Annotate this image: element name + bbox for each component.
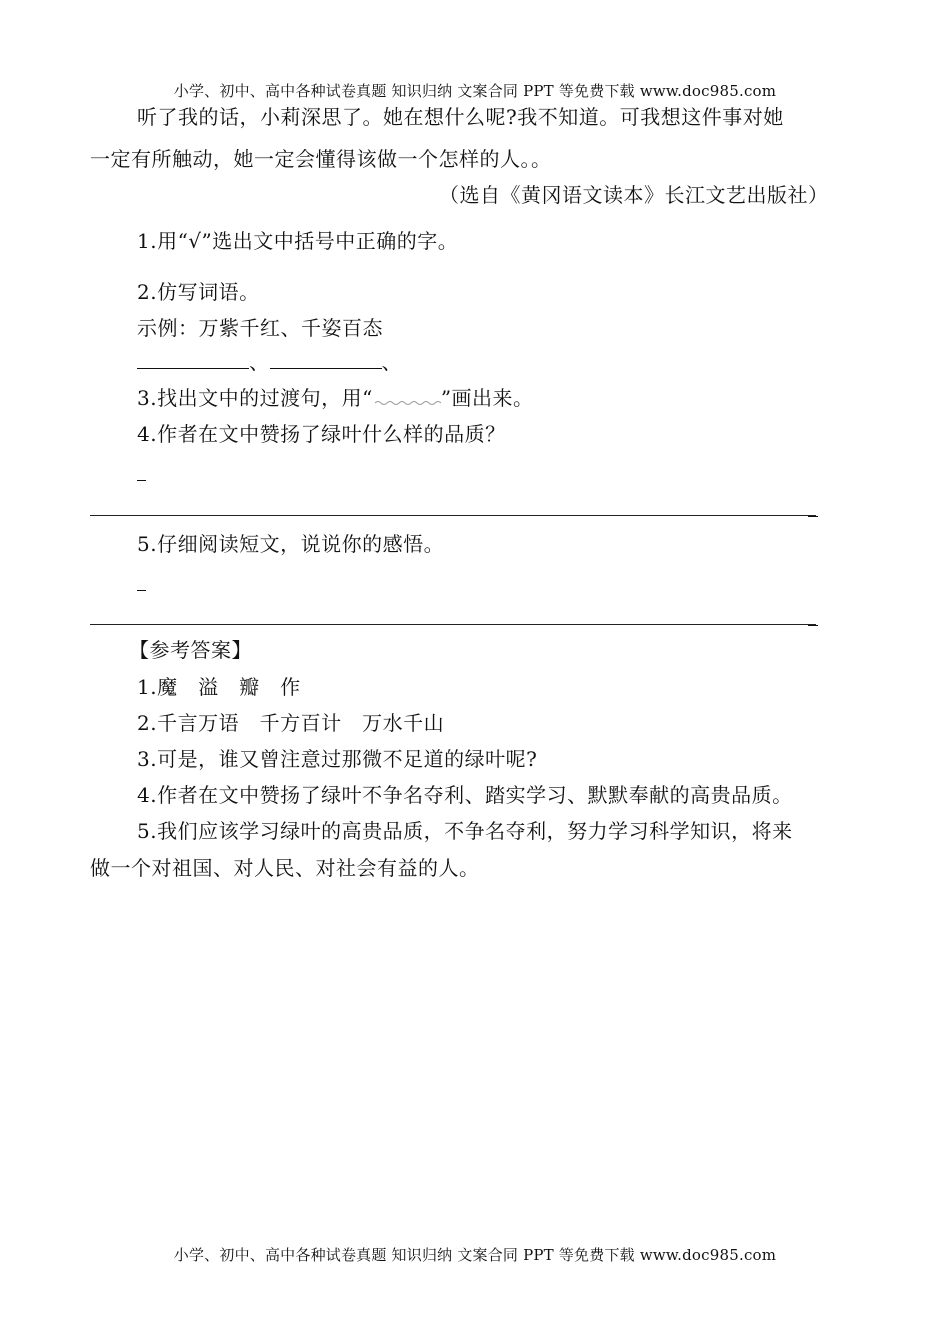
answer-3: 3.可是，谁又曾注意过那微不足道的绿叶呢? (137, 747, 538, 771)
answer-5-line-1: 5.我们应该学习绿叶的高贵品质，不争名夺利，努力学习科学知识，将来 (137, 819, 793, 843)
question-2-example: 示例：万紫千红、千姿百态 (137, 316, 383, 340)
question-4: 4.作者在文中赞扬了绿叶什么样的品质？ (137, 422, 506, 446)
answer-4: 4.作者在文中赞扬了绿叶不争名夺利、踏实学习、默默奉献的高贵品质。 (137, 783, 793, 807)
answer-line-start (137, 590, 146, 591)
wavy-underline-icon (373, 393, 441, 407)
question-3-text-after: ”画出来。 (440, 386, 534, 410)
question-3 (137, 385, 534, 411)
page-header: 小学、初中、高中各种试卷真题 知识归纳 文案合同 PPT 等免费下载 www.doc985.com (173, 82, 777, 100)
question-5-answer-line[interactable] (90, 624, 816, 625)
answer-2: 2.千言万语 千方百计 万水千山 (137, 711, 445, 735)
question-5: 5.仔细阅读短文，说说你的感悟。 (137, 532, 445, 556)
answer-blank-1[interactable] (137, 350, 249, 369)
answer-1: 1.魔 溢 瓣 作 (137, 675, 301, 699)
answer-blank-2[interactable] (270, 350, 382, 369)
question-4-answer-line[interactable] (90, 515, 816, 516)
answers-heading: 【参考答案】 (129, 638, 252, 662)
question-1: 1.用“√”选出文中括号中正确的字。 (137, 229, 459, 253)
passage-line-1: 听了我的话，小莉深思了。她在想什么呢?我不知道。可我想这件事对她 (137, 105, 784, 129)
answer-line-start (137, 480, 146, 481)
blank-separator: 、 (381, 350, 402, 374)
passage-line-2: 一定有所触动，她一定会懂得该做一个怎样的人。。 (90, 147, 552, 171)
answer-line-end (808, 625, 818, 626)
question-2: 2.仿写词语。 (137, 280, 260, 304)
question-3-text-before: 3.找出文中的过渡句，用“ (137, 386, 373, 410)
passage-source: （选自《黄冈语文读本》长江文艺出版社） (439, 183, 829, 207)
answer-line-end (808, 516, 818, 517)
question-2-answer-blanks (137, 349, 402, 375)
answer-5-line-2: 做一个对祖国、对人民、对社会有益的人。 (90, 856, 480, 880)
blank-separator: 、 (249, 350, 270, 374)
page-footer: 小学、初中、高中各种试卷真题 知识归纳 文案合同 PPT 等免费下载 www.doc985.com (173, 1246, 777, 1264)
